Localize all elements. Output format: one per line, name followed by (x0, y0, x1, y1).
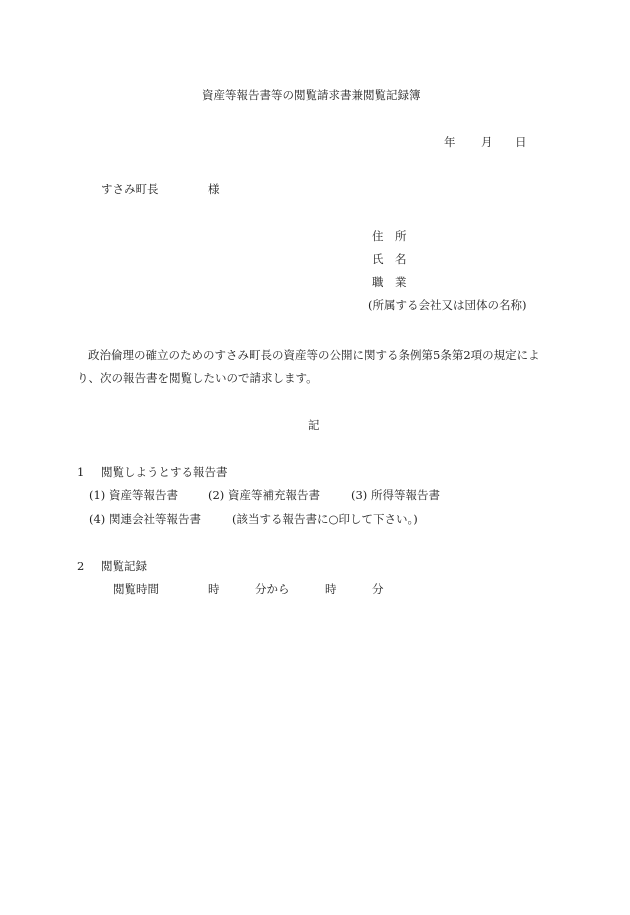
requester-address-label: 住 所 (372, 229, 407, 243)
viewing-time-label: 閲覧時間 (113, 582, 159, 596)
section2-heading: 閲覧記録 (101, 559, 147, 573)
requester-occupation-label: 職 業 (372, 275, 407, 289)
report-option-4: (4) 関連会社等報告書 (89, 512, 201, 526)
section2-number: 2 (77, 559, 85, 573)
time-minute-2: 分 (372, 582, 384, 596)
requester-affiliation-label: (所属する会社又は団体の名称) (368, 298, 527, 312)
section1-number: 1 (77, 465, 85, 479)
document-title: 資産等報告書等の閲覧請求書兼閲覧記録簿 (202, 88, 421, 102)
date-day: 日 (515, 135, 527, 149)
report-note: (該当する報告書に○印して下さい。) (232, 512, 418, 526)
addressee-honorific: 様 (208, 182, 220, 196)
date-year: 年 (444, 135, 456, 149)
date-month: 月 (481, 135, 493, 149)
ki-heading: 記 (308, 418, 320, 432)
body-line-1: 政治倫理の確立のためのすさみ町長の資産等の公開に関する条例第5条第2項の規定によ (88, 348, 540, 362)
report-option-2: (2) 資産等補充報告書 (208, 488, 320, 502)
report-option-1: (1) 資産等報告書 (89, 488, 178, 502)
requester-name-label: 氏 名 (372, 252, 407, 266)
report-option-3: (3) 所得等報告書 (351, 488, 440, 502)
section1-heading: 閲覧しようとする報告書 (101, 465, 228, 479)
time-minute-from: 分から (255, 582, 290, 596)
time-hour-1: 時 (208, 582, 220, 596)
body-line-2: り、次の報告書を閲覧したいので請求します。 (77, 371, 318, 385)
addressee-name: すさみ町長 (101, 182, 159, 196)
time-hour-2: 時 (325, 582, 337, 596)
